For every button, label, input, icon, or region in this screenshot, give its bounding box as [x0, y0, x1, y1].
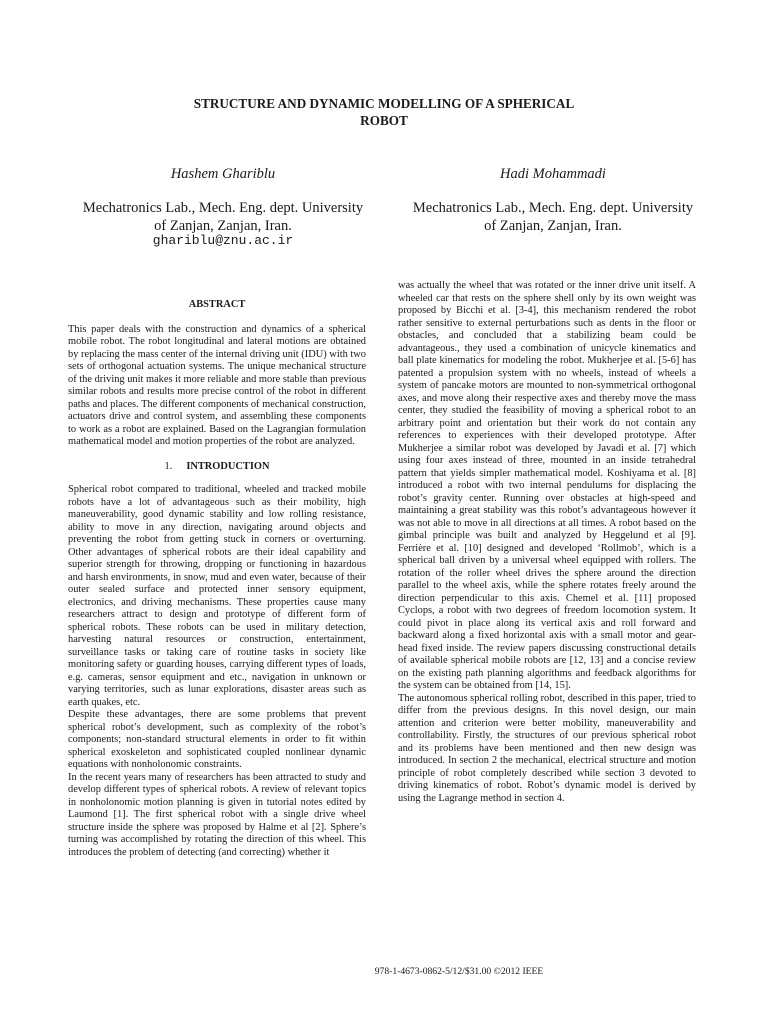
abstract-text: This paper deals with the construction and dynamics of a spherical mobile robot. The robot longitudinal and lateral motions are obtained by replacing the mass center of the internal driving unit (IDU) with two sets of orthogonal actuation systems. The unique mechanical structure of the driving unit makes it more reliable and more stable than previous similar robots and results more precise control of the robot in different paths and places. The different components of mechanical construction, actuators drive and control system, and assembling these components to work as a robot are explained. Based on the Lagrangian formulation mathematical model and motion properties of the robot are analyzed.	[68, 323, 366, 447]
right-paragraph-1: was actually the wheel that was rotated or the inner drive unit itself. A wheeled car that rests on the sphere shell only by its own weight was proposed by Bicchi et al. [3-4], this mechanism rendered the robot rather sensitive to external perturbations such as dents in the floor or obstacles, and concluded that a stabilizing beam could be advantageous., they used a combination of unicycle kinematics and ball plate kinematics for modeling the robot. Mukherjee et al. [5-6] has patented a propulsion system with no wheels, instead of wheels a system of pancake motors are mounted to non-symmetrical orthogonal axes, and move along their respective axes and thereby move the mass center, they studied the feasibility of moving a spherical robot to an arbitrary point and orientation but their work do not contain any references to experiences with their developed prototype. After Mukherjee a similar robot was developed by Javadi et al. [7] which using four axes instead of three, mounted in an inside tetrahedral pattern that yields simpler mathematical model. Koshiyama et al. [8] introduced a robot with two internal pendulums for displacing the robot’s gravity center. Running over obstacles at high-speed and maintaining a great stability was this robot’s advantageous however it was not able to move in all directions at all times. A robot based on the gimbal principle was built and analyzed by Heggelund et al [9]. Ferrière et al. [10] designed and developed ‘Rollmob’, which is a spherical ball driven by a universal wheel equipped with rollers. The rotation of the roller wheel drives the sphere around the direction parallel to the wheel axis, while the sphere rotates freely around the direction perpendicular to this axis. Chemel et al. [11] proposed Cyclops, a robot with two degrees of freedom locomotion system. It could pivot in place along its vertical axis and roll forward and backward along a fixed horizontal axis with a small motor and gear-head fixed inside. The review papers discussing constructional details of available spherical mobile robots are [12, 13] and a concise review on the existing path planning algorithms and feedback algorithms for the system can be obtained from [14, 15].	[398, 280, 696, 691]
author-2-affiliation	[398, 199, 708, 235]
right-column	[398, 280, 696, 805]
section-number: 1.	[164, 460, 173, 472]
section-title: INTRODUCTION	[186, 460, 270, 472]
introduction-heading	[68, 461, 366, 474]
paper-title	[90, 95, 678, 129]
copyright-footer: 978-1-4673-0862-5/12/$31.00 ©2012 IEEE	[374, 966, 544, 977]
right-paragraph-2: The autonomous spherical rolling robot, described in this paper, tried to differ from the previous designs. In this novel design, our main attention and criterion were better mobility, maneuverability and controllability. Firstly, the structures of our previous spherical robot and its problems have been mentioned and then new design was introduced. In section 2 the mechanical, electrical structure and motion principle of robot completely described while section 3 devoted to driving kinematics of robot. Robot’s dynamic model is derived by using the Lagrange method in section 4.	[398, 692, 696, 804]
author-1-affil-line-2: of Zanjan, Zanjan, Iran.	[154, 218, 292, 234]
abstract-heading: ABSTRACT	[188, 299, 246, 310]
intro-paragraph-2: Despite these advantages, there are some problems that prevent spherical robot’s development, such as complexity of the robot’s components; non-standard structural elements in order to fit within spherical exoskeleton and sophisticated coupled nonlinear dynamic equations with nonholonomic constraints.	[68, 709, 366, 770]
author-1-name: Hashem Ghariblu	[170, 166, 276, 182]
title-line-1: STRUCTURE AND DYNAMIC MODELLING OF A SPHERICAL	[193, 96, 575, 111]
author-1-affiliation	[68, 199, 378, 235]
author-2-affil-line-2: of Zanjan, Zanjan, Iran.	[484, 218, 622, 234]
author-2-affil-line-1: Mechatronics Lab., Mech. Eng. dept. University	[412, 200, 694, 216]
intro-paragraph-1: Spherical robot compared to traditional, wheeled and tracked mobile robots have a lot of advantageous such as their mobility, high maneuverability, good dynamic stability and low rolling resistance, ability to move in any direction, navigating around objects and preventing the robot from getting stuck in corners or overturning. Other advantages of spherical robots are their ideal capability and superior strength for throwing, dropping or functioning in hazardous and harsh environments, in snow, mud and even water, because of their outer sealed surface and protected inner sensory equipment, electronics, and driving mechanisms. These properties cause many researchers attract to design and prototype of different form of spherical robots. These robots can be used in military detection, harvesting natural resources or construction, entertainment, surveillance tasks or taking care of routine tasks in society like monitoring safety or guarding houses, carrying different types of loads, e.g. cameras, sensor equipment and etc., navigation in unknown or varying territories, such as lunar explorations, disaster areas such as earth quakes, etc.	[68, 484, 366, 708]
title-line-2: ROBOT	[360, 113, 408, 128]
author-1-email: ghariblu@znu.ac.ir	[152, 233, 294, 248]
author-1-affil-line-1: Mechatronics Lab., Mech. Eng. dept. University	[82, 200, 364, 216]
left-column	[68, 299, 366, 859]
intro-paragraph-3: In the recent years many of researchers has been attracted to study and develop different types of spherical robots. A review of relevant topics in nonholonomic motion planning is given in tutorial notes edited by Laumond [1]. The first spherical robot with a single drive wheel structure inside the sphere was proposed by Halme et al [2]. Sphere’s turning was accomplished by rotating the direction of this wheel. This introduces the problem of detecting (and correcting) whether it	[68, 771, 366, 858]
author-2-name: Hadi Mohammadi	[500, 166, 606, 182]
